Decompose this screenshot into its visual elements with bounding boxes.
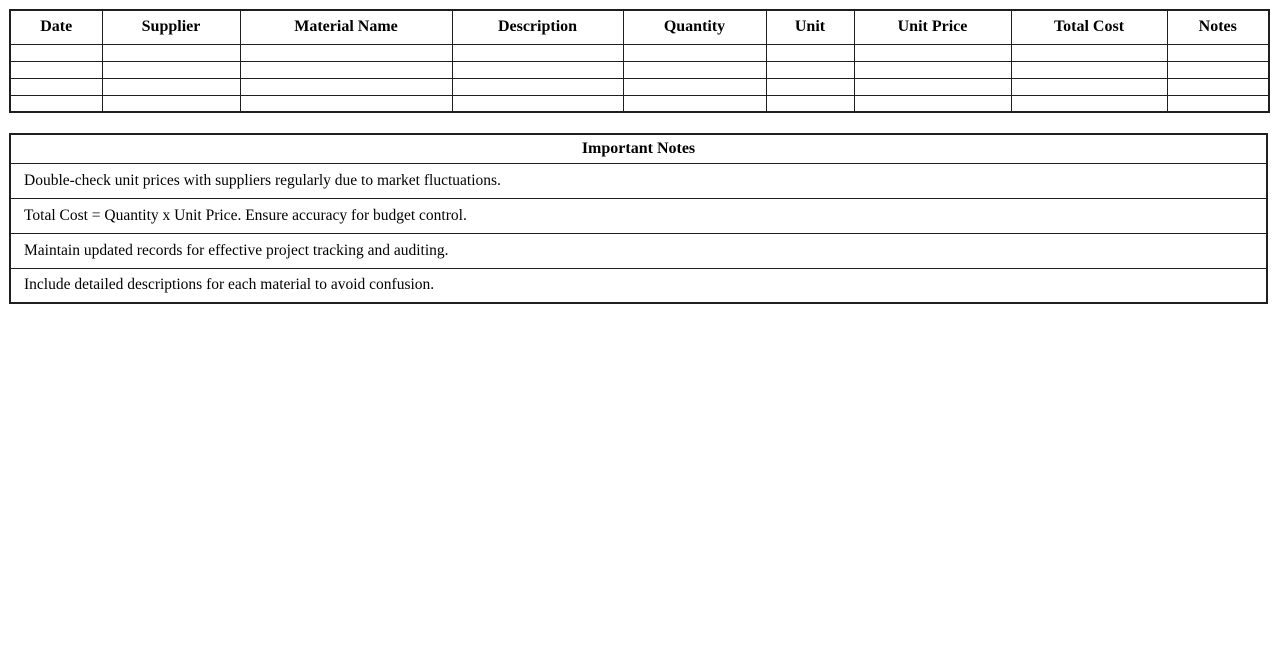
empty-cell xyxy=(1011,95,1167,112)
empty-cell xyxy=(1011,78,1167,95)
empty-cell xyxy=(1167,78,1269,95)
empty-cell xyxy=(102,95,240,112)
table-row xyxy=(10,61,1269,78)
empty-cell xyxy=(240,61,452,78)
empty-cell xyxy=(766,78,854,95)
empty-cell xyxy=(766,44,854,61)
empty-cell xyxy=(623,95,766,112)
empty-cell xyxy=(1167,44,1269,61)
column-header-notes: Notes xyxy=(1167,10,1269,44)
column-header-date: Date xyxy=(10,10,102,44)
empty-cell xyxy=(854,61,1011,78)
note-item: Double-check unit prices with suppliers regularly due to market fluctuations. xyxy=(10,163,1267,198)
empty-cell xyxy=(452,95,623,112)
column-header-unit-price: Unit Price xyxy=(854,10,1011,44)
empty-cell xyxy=(240,78,452,95)
empty-cell xyxy=(452,78,623,95)
empty-cell xyxy=(623,44,766,61)
empty-cell xyxy=(766,95,854,112)
note-row xyxy=(10,198,1267,233)
empty-cell xyxy=(240,95,452,112)
empty-cell xyxy=(623,78,766,95)
column-header-quantity: Quantity xyxy=(623,10,766,44)
column-header-supplier: Supplier xyxy=(102,10,240,44)
empty-cell xyxy=(10,95,102,112)
column-header-total-cost: Total Cost xyxy=(1011,10,1167,44)
empty-cell xyxy=(452,61,623,78)
empty-cell xyxy=(10,61,102,78)
empty-cell xyxy=(102,61,240,78)
empty-cell xyxy=(1011,61,1167,78)
note-item: Total Cost = Quantity x Unit Price. Ensure accuracy for budget control. xyxy=(10,198,1267,233)
column-header-description: Description xyxy=(452,10,623,44)
empty-cell xyxy=(623,61,766,78)
important-notes-table xyxy=(9,133,1268,304)
column-header-material-name: Material Name xyxy=(240,10,452,44)
empty-cell xyxy=(452,44,623,61)
table-row xyxy=(10,95,1269,112)
empty-cell xyxy=(766,61,854,78)
empty-cell xyxy=(1167,95,1269,112)
note-row xyxy=(10,268,1267,303)
empty-cell xyxy=(1011,44,1167,61)
empty-cell xyxy=(854,78,1011,95)
notes-title: Important Notes xyxy=(10,134,1267,163)
materials-table xyxy=(9,9,1270,113)
table-row xyxy=(10,78,1269,95)
note-row xyxy=(10,163,1267,198)
empty-cell xyxy=(10,78,102,95)
empty-cell xyxy=(10,44,102,61)
empty-cell xyxy=(854,44,1011,61)
note-item: Include detailed descriptions for each material to avoid confusion. xyxy=(10,268,1267,303)
table-row xyxy=(10,44,1269,61)
empty-cell xyxy=(854,95,1011,112)
column-header-unit: Unit xyxy=(766,10,854,44)
empty-cell xyxy=(240,44,452,61)
note-item: Maintain updated records for effective project tracking and auditing. xyxy=(10,233,1267,268)
notes-header-row xyxy=(10,134,1267,163)
materials-header-row xyxy=(10,10,1269,44)
empty-cell xyxy=(1167,61,1269,78)
note-row xyxy=(10,233,1267,268)
empty-cell xyxy=(102,44,240,61)
empty-cell xyxy=(102,78,240,95)
